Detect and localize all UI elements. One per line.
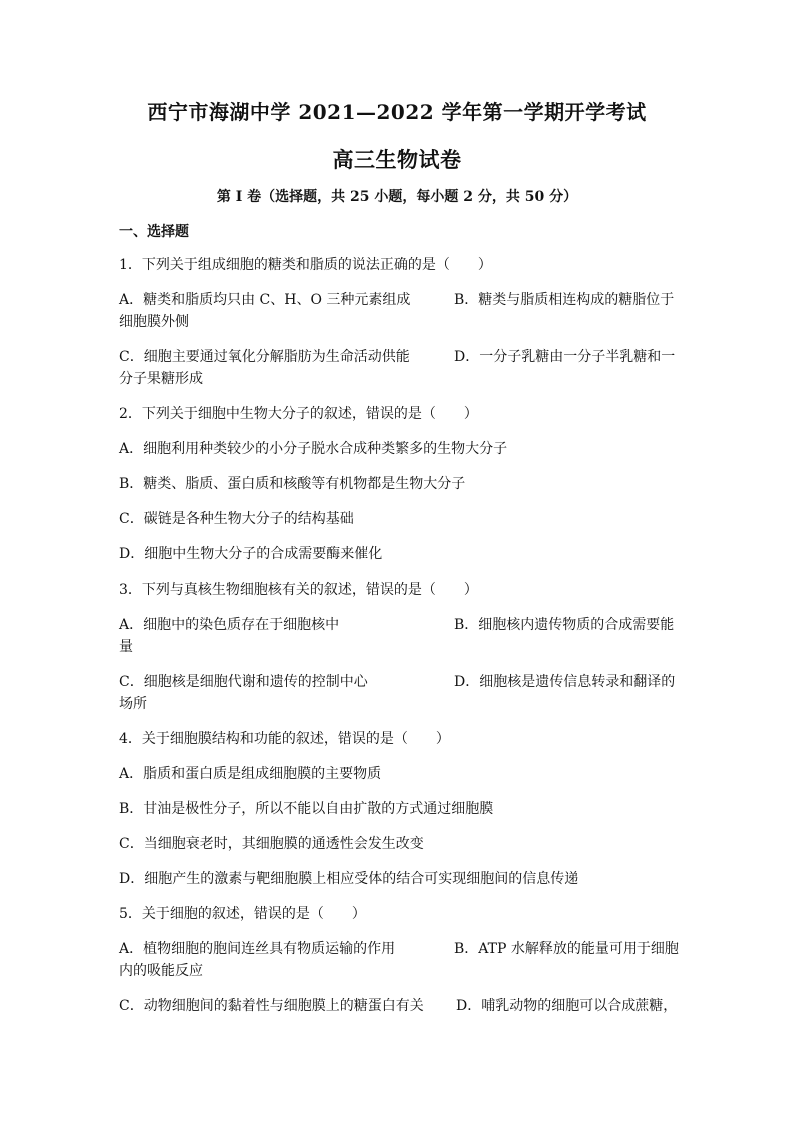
question-2-stem: 2．下列关于细胞中生物大分子的叙述，错误的是（ ） [119,406,478,422]
question-4-option-b: B．甘油是极性分子，所以不能以自由扩散的方式通过细胞膜 [119,801,494,817]
section-heading: 第 I 卷（选择题，共 25 小题，每小题 2 分，共 50 分） [216,189,578,205]
question-1-option-a: A．糖类和脂质均只由 C、H、O 三种元素组成 [119,292,411,308]
question-3-option-d: D．细胞核是遗传信息转录和翻译的 [454,674,676,690]
question-1-option-b-continued: 细胞膜外侧 [119,314,189,330]
question-3-stem: 3．下列与真核生物细胞核有关的叙述，错误的是（ ） [119,582,478,598]
question-5-option-d: D．哺乳动物的细胞可以合成蔗糖， [456,998,678,1014]
question-1-option-b: B．糖类与脂质相连构成的糖脂位于 [454,292,675,308]
question-3-option-d-continued: 场所 [119,696,147,712]
question-5-option-c: C．动物细胞间的黏着性与细胞膜上的糖蛋白有关 [119,998,424,1014]
question-4-stem: 4．关于细胞膜结构和功能的叙述，错误的是（ ） [119,731,450,747]
question-1-option-d-continued: 分子果糖形成 [119,371,203,387]
question-2-option-d: D．细胞中生物大分子的合成需要酶来催化 [119,546,383,562]
question-2-option-a: A．细胞利用种类较少的小分子脱水合成种类繁多的生物大分子 [119,441,508,457]
question-4-option-a: A．脂质和蛋白质是组成细胞膜的主要物质 [119,766,382,782]
question-3-option-b: B．细胞核内遗传物质的合成需要能 [454,617,675,633]
exam-subtitle: 高三生物试卷 [332,147,462,172]
question-5-option-b-continued: 内的吸能反应 [119,963,203,979]
question-1-stem: 1．下列关于组成细胞的糖类和脂质的说法正确的是（ ） [119,257,492,273]
question-2-option-c: C．碳链是各种生物大分子的结构基础 [119,511,354,527]
question-5-option-b: B．ATP 水解释放的能量可用于细胞 [454,941,679,957]
part-heading: 一、选择题 [119,224,189,240]
exam-title: 西宁市海湖中学 2021—2022 学年第一学期开学考试 [147,100,647,124]
question-2-option-b: B．糖类、脂质、蛋白质和核酸等有机物都是生物大分子 [119,476,466,492]
question-5-option-a: A．植物细胞的胞间连丝具有物质运输的作用 [119,941,396,957]
question-1-option-d: D．一分子乳糖由一分子半乳糖和一 [454,349,676,365]
question-5-stem: 5．关于细胞的叙述，错误的是（ ） [119,906,366,922]
question-3-option-b-continued: 量 [119,639,133,655]
question-4-option-d: D．细胞产生的激素与靶细胞膜上相应受体的结合可实现细胞间的信息传递 [119,871,579,887]
question-3-option-c: C．细胞核是细胞代谢和遗传的控制中心 [119,674,368,690]
question-3-option-a: A．细胞中的染色质存在于细胞核中 [119,617,340,633]
question-1-option-c: C．细胞主要通过氧化分解脂肪为生命活动供能 [119,349,410,365]
question-4-option-c: C．当细胞衰老时，其细胞膜的通透性会发生改变 [119,836,424,852]
